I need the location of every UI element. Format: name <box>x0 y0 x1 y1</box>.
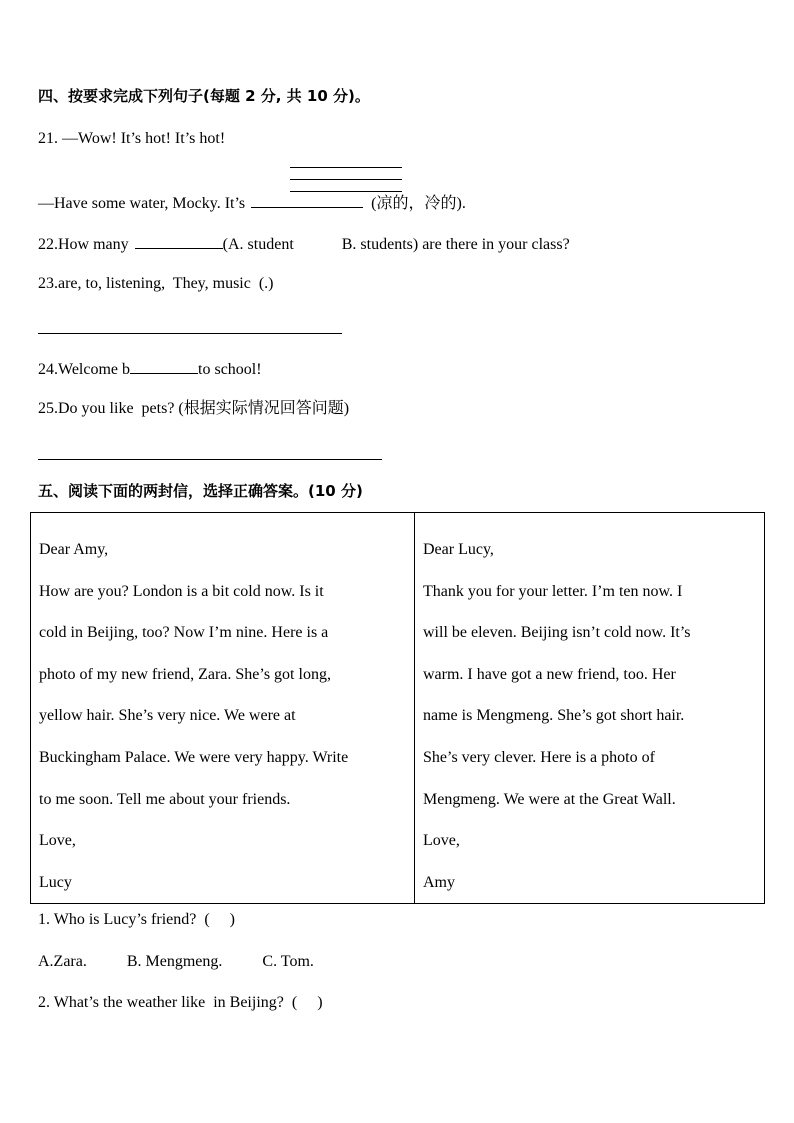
q24-prefix: 24.Welcome b <box>38 361 131 378</box>
letter-left-line: Dear Amy, <box>39 541 109 558</box>
question-21-line-2 <box>38 192 466 214</box>
question-24 <box>38 358 262 380</box>
q24-answer-blank[interactable] <box>130 358 198 374</box>
letter-left-line: Lucy <box>39 873 72 891</box>
letter-left-line: Love, <box>39 832 76 850</box>
letter-left-line: photo of my new friend, Zara. She’s got long, <box>39 665 331 683</box>
letter-left-line: to me soon. Tell me about your friends. <box>39 790 291 808</box>
q24-suffix: to school! <box>198 361 262 378</box>
q23-answer-line[interactable] <box>38 333 342 334</box>
q21-line2-prefix: —Have some water, Mocky. It’s <box>38 195 246 212</box>
reading-question-2: 2. What’s the weather like in Beijing? ( ) <box>38 994 323 1011</box>
reading-question-1: 1. Who is Lucy’s friend? ( ) <box>38 911 235 928</box>
q21-line2-suffix: (凉的，冷的). <box>371 195 466 212</box>
letter-right-line: will be eleven. Beijing isn’t cold now. It’s <box>423 624 691 642</box>
letter-left-line: Buckingham Palace. We were very happy. Write <box>39 748 349 766</box>
letter-right-line: Mengmeng. We were at the Great Wall. <box>423 790 676 808</box>
q21-blank-line-2 <box>290 179 402 180</box>
q22-prefix: 22.How many <box>38 236 129 253</box>
letter-right <box>415 513 765 904</box>
q21-answer-blank[interactable] <box>251 192 363 208</box>
question-21-line-1: 21. —Wow! It’s hot! It’s hot! <box>38 130 226 147</box>
letter-right-line: Dear Lucy, <box>423 541 494 558</box>
q22-suffix: (A. student B. students) are there in your class? <box>222 236 570 253</box>
q25-answer-line[interactable] <box>38 459 382 460</box>
question-25: 25.Do you like pets? (根据实际情况回答问题) <box>38 400 350 417</box>
letter-right-line: name is Mengmeng. She’s got short hair. <box>423 707 685 725</box>
section-5-heading: 五、阅读下面的两封信，选择正确答案。(10 分) <box>38 482 363 500</box>
letter-right-line: warm. I have got a new friend, too. Her <box>423 665 676 683</box>
letter-left-line: yellow hair. She’s very nice. We were at <box>39 707 296 725</box>
letter-right-line: Amy <box>423 873 455 891</box>
letter-left <box>31 513 415 904</box>
letter-left-line: cold in Beijing, too? Now I’m nine. Here is a <box>39 624 329 642</box>
q22-answer-blank[interactable] <box>135 233 223 249</box>
q21-blank-line-1 <box>290 167 402 168</box>
question-22 <box>38 233 570 255</box>
letter-left-line: How are you? London is a bit cold now. Is it <box>39 582 324 600</box>
letter-right-line: Thank you for your letter. I’m ten now. I <box>423 582 683 600</box>
letters-table <box>30 512 765 904</box>
reading-question-1-options: A.Zara. B. Mengmeng. C. Tom. <box>38 953 314 970</box>
letter-right-line: Love, <box>423 832 460 850</box>
question-23: 23.are, to, listening, They, music (.) <box>38 275 274 292</box>
section-4-heading: 四、按要求完成下列句子(每题 2 分, 共 10 分)。 <box>38 87 370 105</box>
letter-right-line: She’s very clever. Here is a photo of <box>423 748 655 766</box>
